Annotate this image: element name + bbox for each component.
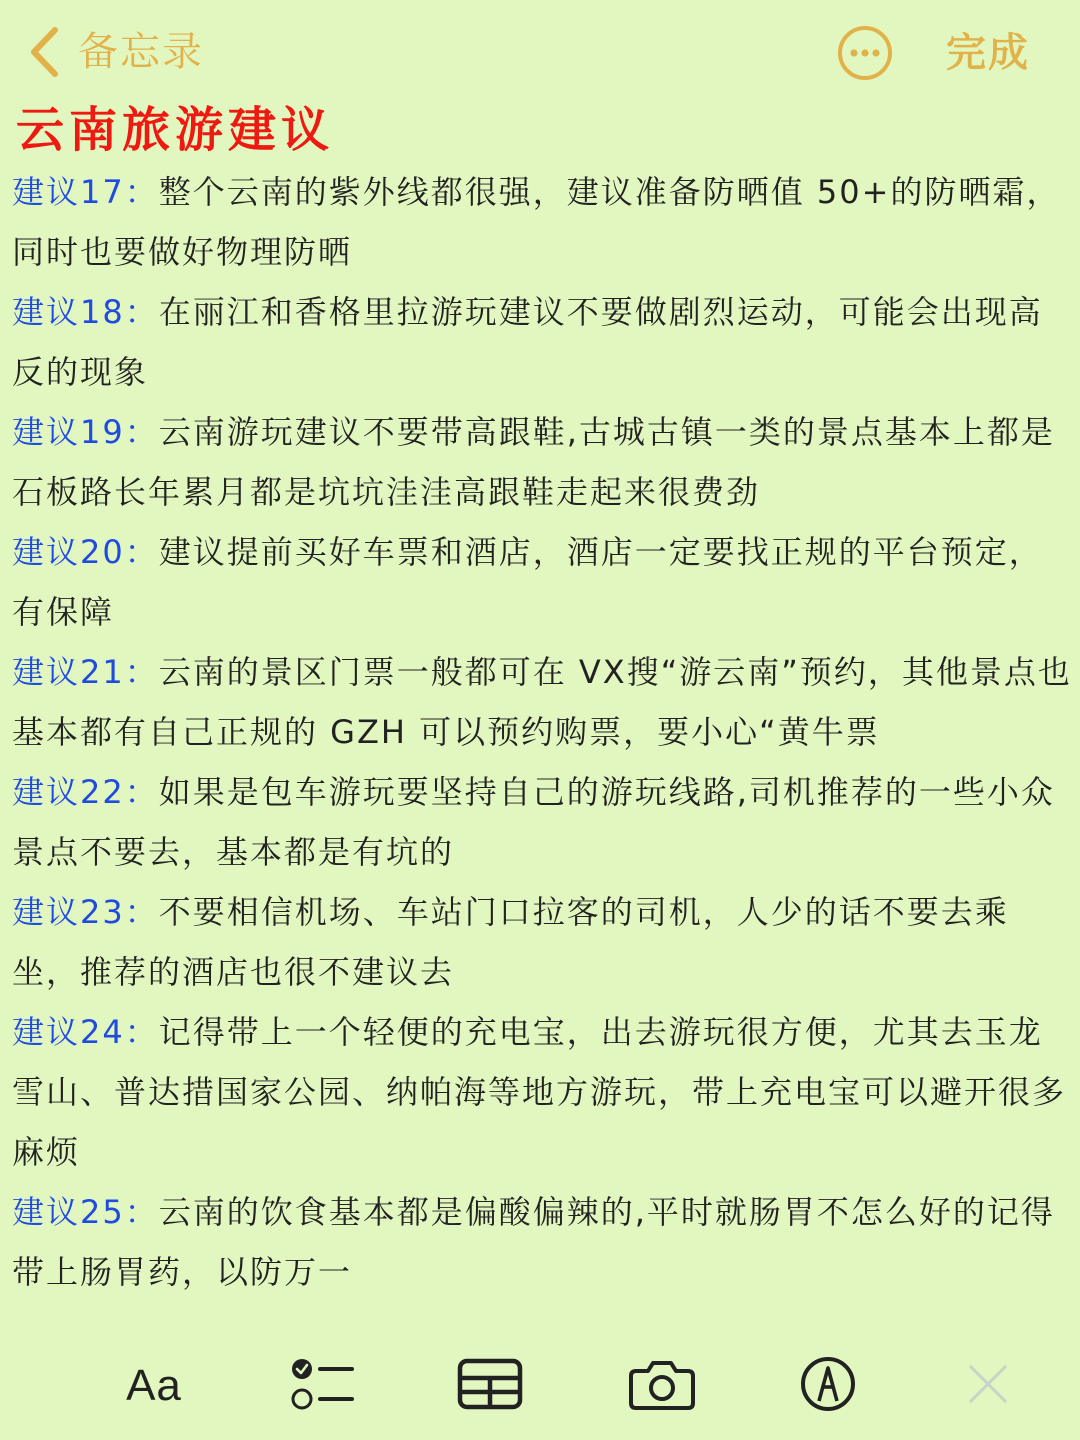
tip-text: 不要相信机场、车站门口拉客的司机，人少的话不要去乘坐，推荐的酒店也很不建议去 [12, 893, 1009, 991]
tip-text: 如果是包车游玩要坚持自己的游玩线路,司机推荐的一些小众景点不要去，基本都是有坑的 [12, 773, 1055, 871]
tip-item [12, 282, 1074, 402]
camera-button[interactable] [626, 1352, 698, 1420]
tip-item [12, 642, 1074, 762]
markup-pen-icon [799, 1355, 857, 1417]
tip-label: 建议24： [12, 1013, 159, 1051]
tip-item [12, 1002, 1074, 1182]
more-options-button[interactable] [836, 24, 894, 82]
tip-item [12, 882, 1074, 1002]
tip-label: 建议25： [12, 1193, 159, 1231]
tip-text: 建议提前买好车票和酒店，酒店一定要找正规的平台预定，有保障 [12, 533, 1043, 631]
note-title[interactable]: 云南旅游建议 [16, 102, 335, 158]
tip-item [12, 402, 1074, 522]
table-icon [457, 1358, 523, 1414]
tip-item [12, 162, 1074, 282]
close-keyboard-button[interactable] [952, 1352, 1024, 1420]
tip-text: 整个云南的紫外线都很强，建议准备防晒值 50+的防晒霜，同时也要做好物理防晒 [12, 173, 1061, 271]
tip-label: 建议17： [12, 173, 159, 211]
bottom-toolbar [0, 1340, 1080, 1430]
done-button[interactable]: 完成 [946, 30, 1030, 76]
camera-icon [628, 1357, 696, 1415]
tip-label: 建议19： [12, 413, 159, 451]
chevron-left-icon [28, 26, 60, 78]
navigation-bar [0, 0, 1080, 100]
checklist-icon [290, 1356, 354, 1416]
tip-item [12, 1182, 1074, 1302]
tip-label: 建议20： [12, 533, 159, 571]
format-text-button[interactable] [118, 1352, 190, 1420]
ellipsis-circle-icon [836, 67, 894, 86]
back-label: 备忘录 [78, 29, 204, 75]
back-button[interactable] [28, 24, 204, 80]
checklist-button[interactable] [286, 1352, 358, 1420]
tip-text: 云南游玩建议不要带高跟鞋,古城古镇一类的景点基本上都是石板路长年累月都是坑坑洼洼高跟鞋走起来很费劲 [12, 413, 1055, 511]
tip-label: 建议22： [12, 773, 159, 811]
table-button[interactable] [454, 1352, 526, 1420]
tip-text: 云南的饮食基本都是偏酸偏辣的,平时就肠胃不怎么好的记得带上肠胃药，以防万一 [12, 1193, 1055, 1291]
format-text-icon: Aa [126, 1361, 182, 1410]
tip-text: 记得带上一个轻便的充电宝，出去游玩很方便，尤其去玉龙雪山、普达措国家公园、纳帕海等地方游玩，带上充电宝可以避开很多麻烦 [12, 1013, 1067, 1171]
markup-button[interactable] [792, 1352, 864, 1420]
tip-label: 建议21： [12, 653, 159, 691]
note-body[interactable] [12, 162, 1074, 1302]
tip-label: 建议23： [12, 893, 159, 931]
tip-text: 在丽江和香格里拉游玩建议不要做剧烈运动，可能会出现高反的现象 [12, 293, 1043, 391]
tip-label: 建议18： [12, 293, 159, 331]
tip-item [12, 762, 1074, 882]
close-icon [966, 1362, 1010, 1410]
tip-text: 云南的景区门票一般都可在 VX搜“游云南”预约，其他景点也基本都有自己正规的 GZH 可以预约购票，要小心“黄牛票 [12, 653, 1072, 751]
tip-item [12, 522, 1074, 642]
